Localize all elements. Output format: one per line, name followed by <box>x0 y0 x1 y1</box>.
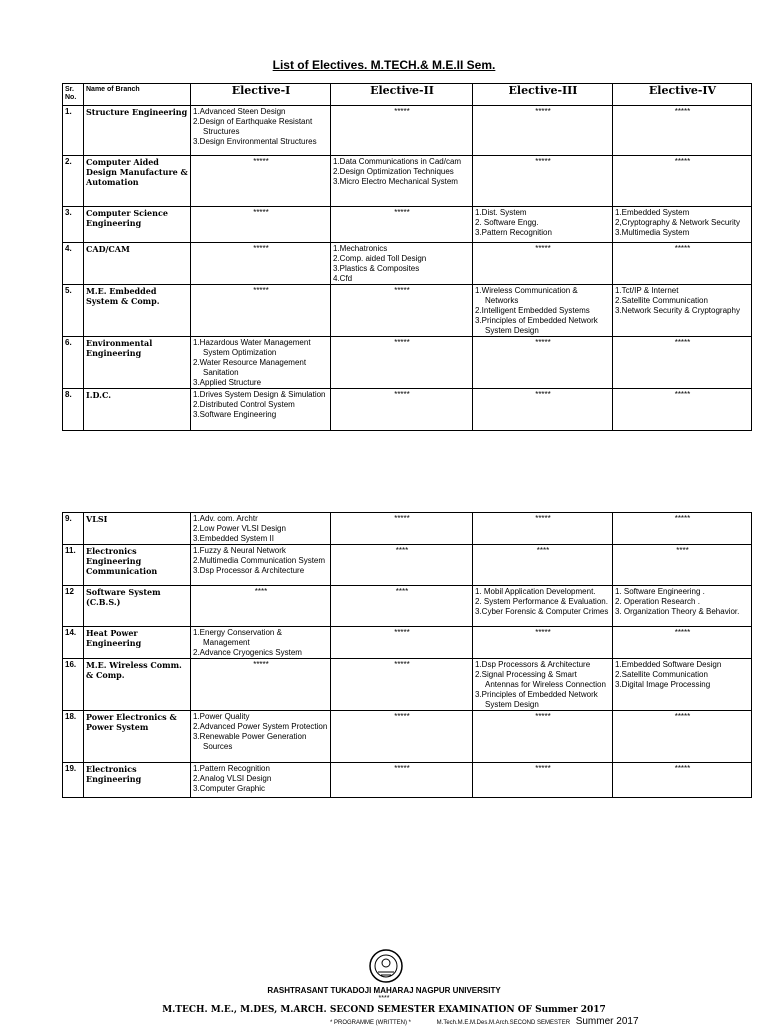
elective-1-cell <box>191 106 331 156</box>
electives-table-1 <box>62 83 752 431</box>
serial-number: 3. <box>63 207 84 243</box>
elective-subject: 1.Embedded System <box>615 208 690 217</box>
branch-name: Electronics Engineering <box>84 763 191 798</box>
elective-1-cell: ***** <box>191 243 331 285</box>
elective-1-cell <box>191 627 331 659</box>
branch-name: M.E. Embedded System & Comp. <box>84 285 191 337</box>
table-row <box>63 545 752 586</box>
table-row <box>63 627 752 659</box>
elective-2-cell <box>331 243 473 285</box>
elective-subject: 1.Embedded Software Design <box>615 660 722 669</box>
elective-4-cell: ***** <box>613 627 752 659</box>
elective-2-cell: ***** <box>331 207 473 243</box>
elective-subject: 1.Hazardous Water Management System Optimization <box>193 338 311 357</box>
elective-subject: 1.Adv. com. Archtr <box>193 514 258 523</box>
header-branch: Name of Branch <box>84 84 191 106</box>
elective-1-cell <box>191 711 331 763</box>
elective-2-cell: ***** <box>331 627 473 659</box>
elective-subject: 3.Dsp Processor & Architecture <box>193 566 305 575</box>
elective-3-cell: ***** <box>473 389 613 431</box>
elective-3-cell <box>473 285 613 337</box>
elective-subject: 2.Satellite Communication <box>615 296 708 305</box>
elective-2-cell: ***** <box>331 389 473 431</box>
elective-4-cell: ***** <box>613 711 752 763</box>
elective-1-cell: ***** <box>191 659 331 711</box>
elective-subject: 3.Software Engineering <box>193 410 277 419</box>
serial-number: 5. <box>63 285 84 337</box>
table-row <box>63 285 752 337</box>
elective-subject: 3.Renewable Power Generation Sources <box>193 732 307 751</box>
footer-subline <box>330 1016 639 1027</box>
elective-subject: 1.Power Quality <box>193 712 250 721</box>
header-elective-3: Elective-III <box>473 84 613 106</box>
serial-number: 11. <box>63 545 84 586</box>
branch-name: M.E. Wireless Comm. & Comp. <box>84 659 191 711</box>
elective-1-cell: ***** <box>191 156 331 207</box>
header-elective-1: Elective-I <box>191 84 331 106</box>
elective-3-cell: **** <box>473 545 613 586</box>
elective-subject: 2.Analog VLSI Design <box>193 774 272 783</box>
elective-subject: 1.Mechatronics <box>333 244 388 253</box>
table-row <box>63 513 752 545</box>
elective-4-cell: ***** <box>613 513 752 545</box>
elective-subject: 2,Cryptography & Network Security <box>615 218 740 227</box>
elective-2-cell: ***** <box>331 513 473 545</box>
elective-2-cell: **** <box>331 586 473 627</box>
branch-name: Power Electronics & Power System <box>84 711 191 763</box>
elective-subject: 2.Distributed Control System <box>193 400 295 409</box>
elective-subject: 3.Micro Electro Mechanical System <box>333 177 458 186</box>
elective-2-cell: ***** <box>331 659 473 711</box>
elective-3-cell: ***** <box>473 106 613 156</box>
elective-1-cell: ***** <box>191 207 331 243</box>
elective-subject: 1. Software Engineering . <box>615 587 705 596</box>
elective-subject: 2.Advanced Power System Protection <box>193 722 328 731</box>
elective-subject: 2.Design Optimization Techniques <box>333 167 454 176</box>
elective-4-cell: **** <box>613 545 752 586</box>
serial-number: 19. <box>63 763 84 798</box>
branch-name: Computer Aided Design Manufacture & Automation <box>84 156 191 207</box>
elective-subject: 3.Computer Graphic <box>193 784 266 793</box>
elective-3-cell: ***** <box>473 711 613 763</box>
serial-number: 8. <box>63 389 84 431</box>
table-row <box>63 389 752 431</box>
elective-subject: 1.Advanced Steen Design <box>193 107 286 116</box>
table-row <box>63 156 752 207</box>
elective-subject: 1.Tct/IP & Internet <box>615 286 679 295</box>
elective-subject: 1.Dsp Processors & Architecture <box>475 660 591 669</box>
header-sr: Sr. No. <box>63 84 84 106</box>
serial-number: 9. <box>63 513 84 545</box>
elective-1-cell <box>191 337 331 389</box>
elective-2-cell: ***** <box>331 763 473 798</box>
elective-2-cell: **** <box>331 545 473 586</box>
elective-subject: 3.Digital Image Processing <box>615 680 711 689</box>
serial-number: 2. <box>63 156 84 207</box>
elective-subject: 3.Plastics & Composites <box>333 264 420 273</box>
elective-subject: 1.Dist. System <box>475 208 527 217</box>
footer-stars: **** <box>378 995 390 1002</box>
elective-2-cell: ***** <box>331 285 473 337</box>
elective-4-cell <box>613 586 752 627</box>
electives-table-2 <box>62 512 752 798</box>
elective-subject: 2.Intelligent Embedded Systems <box>475 306 590 315</box>
branch-name: VLSI <box>84 513 191 545</box>
footer-programme: * PROGRAMME (WRITTEN) * <box>330 1020 411 1026</box>
elective-subject: 2.Water Resource Management Sanitation <box>193 358 307 377</box>
footer-exam-title: M.TECH. M.E., M.DES, M.ARCH. SECOND SEMESTER EXAMINATION OF Summer 2017 <box>162 1005 606 1015</box>
elective-3-cell: ***** <box>473 627 613 659</box>
elective-subject: 1.Pattern Recognition <box>193 764 270 773</box>
elective-subject: 1. Mobil Application Development. <box>475 587 596 596</box>
elective-subject: 3.Applied Structure <box>193 378 262 387</box>
table-row <box>63 207 752 243</box>
elective-subject: 2.Multimedia Communication System <box>193 556 326 565</box>
elective-1-cell <box>191 763 331 798</box>
table-row <box>63 337 752 389</box>
elective-3-cell <box>473 207 613 243</box>
footer-semester: M.Tech.M.E.M.Des.M.Arch.SECOND SEMESTER <box>436 1020 571 1026</box>
elective-subject: 2.Advance Cryogenics System <box>193 648 302 657</box>
elective-subject: 2.Comp. aided Toll Design <box>333 254 427 263</box>
elective-subject: 2. Operation Research . <box>615 597 700 606</box>
serial-number: 16. <box>63 659 84 711</box>
elective-subject: 4.Cfd <box>333 274 353 283</box>
elective-subject: 3. Organization Theory & Behavior. <box>615 607 740 616</box>
elective-subject: 2. Software Engg. <box>475 218 539 227</box>
table-row <box>63 763 752 798</box>
header-elective-4: Elective-IV <box>613 84 752 106</box>
elective-subject: 3.Cyber Forensic & Computer Crimes <box>475 607 609 616</box>
branch-name: Software System (C.B.S.) <box>84 586 191 627</box>
table-row <box>63 586 752 627</box>
elective-4-cell: ***** <box>613 106 752 156</box>
elective-subject: 2.Design of Earthquake Resistant Structures <box>193 117 313 136</box>
table-row <box>63 659 752 711</box>
branch-name: Computer Science Engineering <box>84 207 191 243</box>
branch-name: I.D.C. <box>84 389 191 431</box>
page-title: List of Electives. M.TECH.& M.E.II Sem. <box>272 58 496 72</box>
elective-subject: 3.Principles of Embedded Network System Design <box>475 690 598 709</box>
elective-4-cell <box>613 207 752 243</box>
branch-name: Environmental Engineering <box>84 337 191 389</box>
serial-number: 12 <box>63 586 84 627</box>
footer-university: RASHTRASANT TUKADOJI MAHARAJ NAGPUR UNIVERSITY <box>267 986 501 995</box>
elective-3-cell: ***** <box>473 156 613 207</box>
elective-2-cell: ***** <box>331 106 473 156</box>
serial-number: 1. <box>63 106 84 156</box>
elective-1-cell: ***** <box>191 285 331 337</box>
elective-subject: 2.Signal Processing & Smart Antennas for Wireless Connection <box>475 670 606 689</box>
elective-subject: 3.Multimedia System <box>615 228 690 237</box>
branch-name: Heat Power Engineering <box>84 627 191 659</box>
footer-session: Summer 2017 <box>575 1016 639 1027</box>
elective-3-cell: ***** <box>473 513 613 545</box>
elective-subject: 1.Data Communications in Cad/cam <box>333 157 462 166</box>
elective-3-cell <box>473 586 613 627</box>
elective-subject: 2.Low Power VLSI Design <box>193 524 286 533</box>
elective-4-cell: ***** <box>613 763 752 798</box>
elective-2-cell: ***** <box>331 337 473 389</box>
serial-number: 14. <box>63 627 84 659</box>
elective-4-cell: ***** <box>613 243 752 285</box>
elective-subject: 1.Wireless Communication & Networks <box>475 286 578 305</box>
elective-3-cell: ***** <box>473 763 613 798</box>
elective-1-cell <box>191 389 331 431</box>
elective-4-cell <box>613 659 752 711</box>
elective-4-cell: ***** <box>613 337 752 389</box>
university-seal-logo <box>368 948 404 984</box>
elective-subject: 3.Pattern Recognition <box>475 228 552 237</box>
elective-1-cell <box>191 513 331 545</box>
elective-3-cell <box>473 659 613 711</box>
branch-name: Electronics Engineering Communication <box>84 545 191 586</box>
header-elective-2: Elective-II <box>331 84 473 106</box>
elective-2-cell <box>331 156 473 207</box>
elective-4-cell <box>613 285 752 337</box>
elective-4-cell: ***** <box>613 156 752 207</box>
elective-subject: 1.Fuzzy & Neural Network <box>193 546 286 555</box>
elective-subject: 2. System Performance & Evaluation. <box>475 597 608 606</box>
table-row <box>63 243 752 285</box>
serial-number: 18. <box>63 711 84 763</box>
serial-number: 6. <box>63 337 84 389</box>
elective-4-cell: ***** <box>613 389 752 431</box>
elective-3-cell: ***** <box>473 243 613 285</box>
elective-subject: 3.Embedded System II <box>193 534 274 543</box>
branch-name: CAD/CAM <box>84 243 191 285</box>
elective-subject: 1.Drives System Design & Simulation <box>193 390 326 399</box>
branch-name: Structure Engineering <box>84 106 191 156</box>
elective-1-cell: **** <box>191 586 331 627</box>
elective-3-cell: ***** <box>473 337 613 389</box>
elective-subject: 2.Satellite Communication <box>615 670 708 679</box>
elective-1-cell <box>191 545 331 586</box>
elective-subject: 3.Network Security & Cryptography <box>615 306 740 315</box>
elective-subject: 3.Design Environmental Structures <box>193 137 317 146</box>
elective-subject: 3.Principles of Embedded Network System Design <box>475 316 598 335</box>
elective-2-cell: ***** <box>331 711 473 763</box>
elective-subject: 1.Energy Conservation & Management <box>193 628 282 647</box>
table-row <box>63 711 752 763</box>
table-row <box>63 106 752 156</box>
serial-number: 4. <box>63 243 84 285</box>
